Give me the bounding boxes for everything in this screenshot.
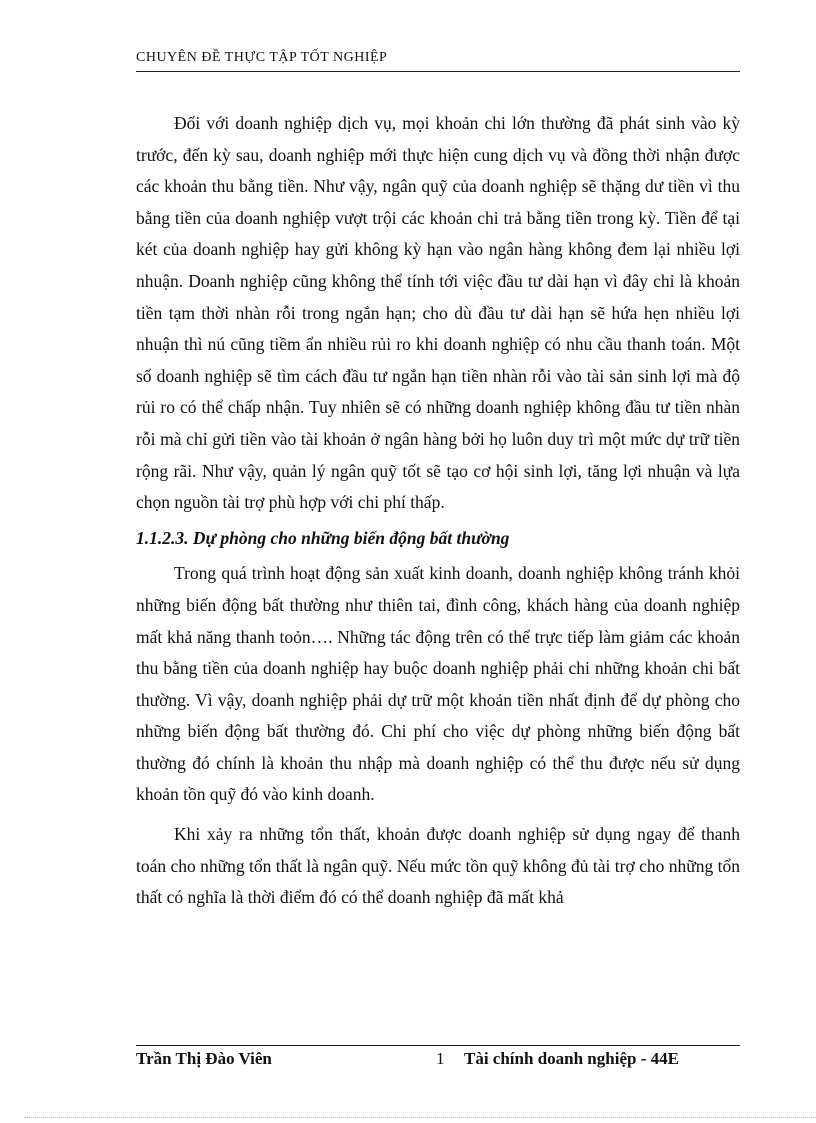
paragraph-gap: [136, 811, 740, 819]
header-divider: [136, 71, 740, 72]
document-body: [136, 108, 740, 914]
paragraph: Trong quá trình hoạt động sản xuất kinh doanh, doanh nghiệp không tránh khỏi những biến động bất thường như thiên tai, đình công, khách hàng của doanh nghiệp mất khả năng thanh toỏn…. Những tác động trên có thể trực tiếp làm giảm các khoản thu bằng tiền của doanh nghiệp hay buộc doanh nghiệp phải chi những khoản chi bất thường. Vì vậy, doanh nghiệp phải dự trữ một khoản tiền nhất định để dự phòng cho những biến động bất thường đó. Chi phí cho việc dự phòng những biến động bất thường đó chính là khoản thu nhập mà doanh nghiệp có thể thu được nếu sử dụng khoản tồn quỹ đó vào kinh doanh.: [136, 563, 740, 805]
paragraph: Đối với doanh nghiệp dịch vụ, mọi khoản chi lớn thường đã phát sinh vào kỳ trước, đến kỳ sau, doanh nghiệp mới thực hiện cung dịch vụ và đồng thời nhận được các khoản thu bằng tiền. Như vậy, ngân quỹ của doanh nghiệp sẽ thặng dư tiền vì thu bằng tiền của doanh nghiệp vượt trội các khoản chi trả bằng tiền trong kỳ. Tiền để tại két của doanh nghiệp hay gửi không kỳ hạn vào ngân hàng không đem lại nhiều lợi nhuận. Doanh nghiệp cũng không thể tính tới việc đầu tư dài hạn vì đây chỉ là khoản tiền tạm thời nhàn rỗi trong ngắn hạn; cho dù đầu tư dài hạn sẽ hứa hẹn nhiều lợi nhuận thì nú cũng tiềm ẩn nhiều rủi ro khi doanh nghiệp có nhu cầu thanh toán. Một số doanh nghiệp sẽ tìm cách đầu tư ngắn hạn tiền nhàn rỗi vào tài sản sinh lợi mà độ rủi ro có thể chấp nhận. Tuy nhiên sẽ có những doanh nghiệp không đầu tư tiền nhàn rỗi mà chỉ gửi tiền vào tài khoản ở ngân hàng bởi họ luôn duy trì một mức dự trữ tiền rộng rãi. Như vậy, quản lý ngân quỹ tốt sẽ tạo cơ hội sinh lợi, tăng lợi nhuận và lựa chọn nguồn tài trợ phù hợp với chi phí thấp.: [136, 113, 740, 513]
footer-author: Trần Thị Đào Viên: [136, 1049, 272, 1068]
paragraph: Khi xảy ra những tổn thất, khoản được doanh nghiệp sử dụng ngay để thanh toán cho những tổn thất là ngân quỹ. Nếu mức tồn quỹ không đủ tài trợ cho những tổn thất có nghĩa là thời điểm đó có thể doanh nghiệp đã mất khả: [136, 824, 740, 908]
footer-department: Tài chính doanh nghiệp - 44E: [464, 1049, 679, 1068]
footer-page-number: 1: [436, 1049, 445, 1068]
page-header-title: CHUYÊN ĐỀ THỰC TẬP TỐT NGHIỆP: [136, 50, 388, 65]
section-heading: 1.1.2.3. Dự phòng cho những biến động bất thường: [136, 527, 510, 548]
footer-divider: [136, 1045, 740, 1046]
page-bottom-border: [24, 1117, 816, 1118]
